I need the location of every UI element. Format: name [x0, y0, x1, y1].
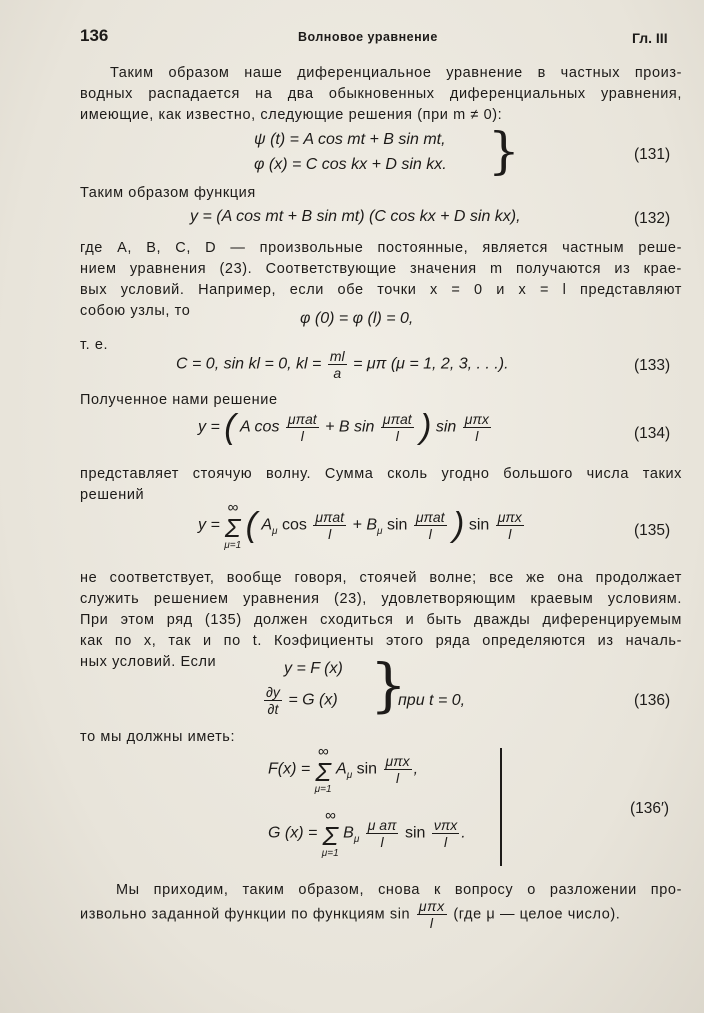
- eq136p-gx: G (x) =: [268, 824, 318, 842]
- eq136-number: (136): [634, 692, 671, 709]
- eq136p-bracket: [500, 748, 502, 866]
- para8-frac-num: μπx: [418, 898, 445, 914]
- para5-line2: решений: [80, 487, 145, 503]
- eq134-acos: A cos: [240, 418, 280, 436]
- eq133-frac-num: ml: [329, 348, 345, 364]
- eq131-line2: φ (x) = C cos kx + D sin kx.: [254, 156, 447, 173]
- eq135-a: A: [261, 516, 273, 534]
- eq135-f1-num: μπat: [315, 509, 345, 525]
- eq133-fraction: [328, 348, 347, 381]
- eq134-frac2: [381, 411, 414, 444]
- eq134-bsin: + B sin: [325, 418, 375, 436]
- eq135-cos: cos: [281, 516, 307, 534]
- eq135-b-sub: μ: [377, 525, 383, 537]
- para1-line2: водных распадается на два обыкновенных диференциальных уравнения,: [80, 86, 682, 102]
- eq135-y: y =: [198, 516, 220, 534]
- eq133-right: = μπ (μ = 1, 2, 3, . . .).: [353, 355, 509, 373]
- eq135-plus-b: + B: [352, 516, 377, 534]
- eq136p-f1-den: l: [396, 770, 400, 786]
- eq136-line1: y = F (x): [284, 660, 343, 677]
- eq134-f2-num: μπat: [382, 411, 412, 427]
- eq133-frac-den: a: [333, 365, 342, 381]
- para8-line2-a: извольно заданной функции по функциям sin: [80, 906, 411, 923]
- eq136-d-den: ∂t: [267, 701, 279, 717]
- para8-frac: [417, 898, 447, 931]
- eq134: [198, 408, 493, 447]
- eq136p-sum2-bottom: μ=1: [321, 848, 339, 859]
- eq135-frac3: [496, 509, 524, 542]
- eq134-frac3: [463, 411, 491, 444]
- para3-line3: вых условий. Например, если обе точки x = 0 и x = l представляют: [80, 282, 682, 298]
- eq135-f2-den: l: [428, 526, 432, 542]
- eq135-sum-top: ∞: [227, 499, 239, 516]
- para3-line1: где A, B, C, D — произвольные постоянные, является частным реше-: [80, 240, 682, 256]
- eq136p-f2-num: μ aπ: [367, 817, 397, 833]
- eq135-sin1: sin: [386, 516, 408, 534]
- eq131-line1: ψ (t) = A cos mt + B sin mt,: [254, 131, 446, 148]
- eq136p-sum1: [315, 744, 332, 795]
- eq131-brace: }: [488, 122, 520, 180]
- eq135-sum-bottom: μ=1: [224, 540, 242, 551]
- eq136p-a-sub: μ: [346, 769, 353, 781]
- eq136p-line1: [268, 744, 418, 795]
- eq135-sin2: sin: [468, 516, 490, 534]
- eq134-number: (134): [634, 425, 671, 442]
- eq135-frac1: [313, 509, 346, 542]
- eq136p-b-sub: μ: [353, 833, 360, 845]
- eq132: y = (A cos mt + B sin mt) (C cos kx + D sin kx),: [190, 208, 521, 225]
- eq136p-f2-den: l: [380, 834, 384, 850]
- te-label: т. е.: [80, 337, 109, 353]
- para6-line2: служить решением уравнения (23), удовлетворяющим краевым условиям.: [80, 591, 682, 607]
- eq133-number: (133): [634, 357, 671, 374]
- eq136-condition: при t = 0,: [398, 692, 466, 709]
- eq136p-line2: [268, 808, 466, 859]
- eq135-sum: [224, 500, 241, 551]
- running-title: Волновое уравнение: [298, 30, 438, 44]
- para1-line3: имеющие, как известно, следующие решения (при m ≠ 0):: [80, 107, 503, 123]
- eq136-deriv: [264, 684, 282, 717]
- para6-line1: не соответствует, вообще говоря, стоячей волне; все же она продолжает: [80, 570, 682, 586]
- para7: то мы должны иметь:: [80, 729, 236, 745]
- para8-line2: [80, 898, 620, 931]
- eq135-frac2: [414, 509, 447, 542]
- para3-line2: нием уравнения (23). Соответствующие значения m получаются из крае-: [80, 261, 682, 277]
- eq135-a-sub: μ: [272, 525, 278, 537]
- page-number: 136: [80, 26, 109, 45]
- eq133: [176, 348, 509, 381]
- sigma-symbol: Σ: [224, 513, 241, 543]
- eq136p-sum1-bottom: μ=1: [314, 784, 332, 795]
- eq-phi: φ (0) = φ (l) = 0,: [300, 310, 414, 327]
- eq135-lparen: (: [245, 506, 257, 544]
- eq136p-fx: F(x) =: [268, 760, 311, 778]
- para3-line4: собою узлы, то: [80, 303, 191, 319]
- eq136-line2: [262, 684, 338, 717]
- para4: Полученное нами решение: [80, 392, 278, 408]
- eq134-frac1: [286, 411, 319, 444]
- eq134-f3-den: l: [475, 428, 479, 444]
- para6-line4: как по x, так и по t. Коэфициенты этого ряда определяются из началь-: [80, 633, 682, 649]
- eq136p-b: B: [343, 824, 354, 842]
- para2: Таким образом функция: [80, 185, 256, 201]
- eq136p-sin2: sin: [404, 824, 426, 842]
- eq136p-period: .: [461, 824, 466, 842]
- eq136-d-num: ∂y: [266, 684, 280, 700]
- eq135-rparen: ): [453, 506, 465, 544]
- eq134-f3-num: μπx: [464, 411, 489, 427]
- eq134-lparen: (: [224, 408, 236, 446]
- eq136p-frac2: [366, 817, 399, 850]
- eq131-number: (131): [634, 146, 671, 163]
- eq136p-a: A: [336, 760, 347, 778]
- sigma-symbol: Σ: [322, 821, 339, 851]
- eq134-y: y =: [198, 418, 220, 436]
- para1-line1: Таким образом наше диференциальное уравнение в частных произ-: [110, 65, 682, 81]
- eq135-f2-num: μπat: [415, 509, 445, 525]
- eq136p-f3-num: νπx: [433, 817, 458, 833]
- eq134-f1-den: l: [300, 428, 304, 444]
- eq136p-sin1: sin: [356, 760, 378, 778]
- eq136p-sum2: [322, 808, 339, 859]
- eq136-brace: }: [370, 651, 407, 719]
- eq134-f1-num: μπat: [287, 411, 317, 427]
- eq136-gx: = G (x): [288, 691, 338, 709]
- eq136p-frac1: [384, 753, 412, 786]
- eq134-f2-den: l: [395, 428, 399, 444]
- sigma-symbol: Σ: [315, 757, 331, 787]
- eq135-f3-den: l: [508, 526, 512, 542]
- eq135: [198, 500, 526, 551]
- eq136p-f1-num: μπx: [385, 753, 410, 769]
- eq135-f3-num: μπx: [497, 509, 522, 525]
- eq136p-sum1-top: ∞: [317, 743, 329, 760]
- para6-line5: ных условий. Если: [80, 654, 217, 670]
- eq134-sin: sin: [435, 418, 457, 436]
- eq134-rparen: ): [420, 408, 432, 446]
- eq136p-frac3: [432, 817, 459, 850]
- para6-line3: При этом ряд (135) должен сходиться и быть дважды диференцируемым: [80, 612, 682, 628]
- eq135-number: (135): [634, 522, 671, 539]
- eq136p-number: (136′): [630, 800, 670, 817]
- chapter-label: Гл. III: [632, 30, 668, 46]
- eq136p-comma: ,: [413, 760, 419, 778]
- eq135-f1-den: l: [328, 526, 332, 542]
- eq136p-f3-den: l: [443, 834, 448, 850]
- eq136p-sum2-top: ∞: [324, 807, 336, 824]
- para5-line1: представляет стоячую волну. Сумма сколь угодно большого числа таких: [80, 466, 682, 482]
- para8-line1: Мы приходим, таким образом, снова к вопросу о разложении про-: [116, 882, 682, 898]
- para8-line2-b: (где μ — целое число).: [453, 906, 621, 923]
- para8-frac-den: l: [429, 915, 434, 931]
- eq133-left: C = 0, sin kl = 0, kl =: [176, 355, 322, 373]
- eq132-number: (132): [634, 210, 671, 227]
